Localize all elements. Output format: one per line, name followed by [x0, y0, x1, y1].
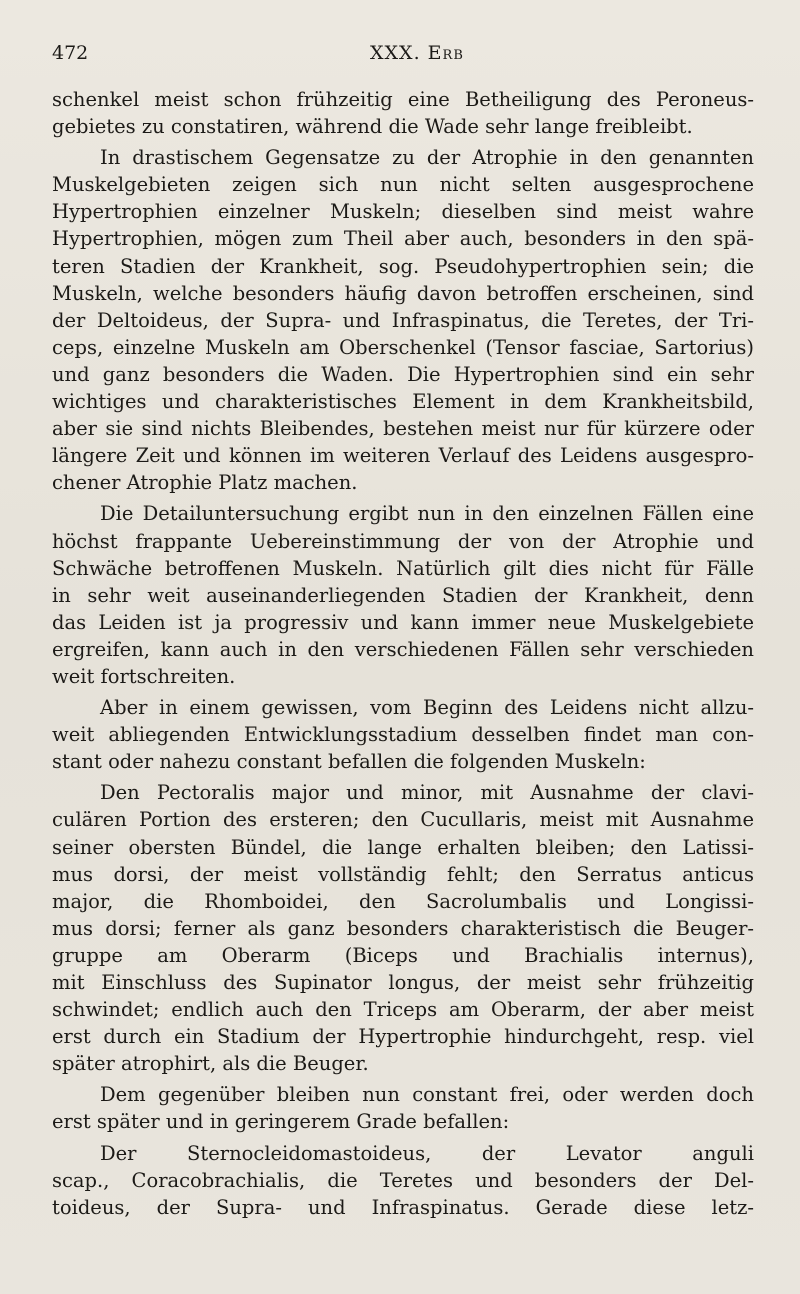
text-line: das Leiden ist ja progressiv und kann immer neue Muskelgebiete — [52, 610, 754, 634]
text-line: später atrophirt, als die Beuger. — [52, 1052, 369, 1076]
text-line: erst durch ein Stadium der Hypertrophie hindurchgeht, resp. viel — [52, 1025, 754, 1049]
page-number: 472 — [52, 42, 89, 64]
text-line: aber sie sind nichts Bleibendes, bestehen meist nur für kürzere oder — [52, 417, 754, 441]
text-line: weit fortschreiten. — [52, 664, 236, 688]
text-line: toideus, der Supra- und Infraspinatus. Gerade diese letz- — [52, 1195, 754, 1219]
text-line: seiner obersten Bündel, die lange erhalten bleiben; den Latissi- — [52, 835, 754, 859]
text-line: chener Atrophie Platz machen. — [52, 471, 358, 495]
text-line: weit abliegenden Entwicklungsstadium desselben findet man con- — [52, 723, 754, 747]
running-title-prefix: XXX. — [370, 42, 421, 64]
text-line: schwindet; endlich auch den Triceps am Oberarm, der aber meist — [52, 998, 754, 1022]
text-line: Dem gegenüber bleiben nun constant frei, oder werden doch — [100, 1083, 754, 1107]
text-line: höchst frappante Uebereinstimmung der von der Atrophie und — [52, 529, 754, 553]
running-title-author: Erb — [427, 42, 464, 64]
text-line: Die Detailuntersuchung ergibt nun in den einzelnen Fällen eine — [100, 502, 754, 526]
text-line: der Deltoideus, der Supra- und Infraspinatus, die Teretes, der Tri- — [52, 308, 754, 332]
text-line: mit Einschluss des Supinator longus, der meist sehr frühzeitig — [52, 971, 754, 994]
text-line: Aber in einem gewissen, vom Beginn des Leidens nicht allzu- — [100, 696, 754, 720]
text-line: ceps, einzelne Muskeln am Oberschenkel (Tensor fasciae, Sartorius) — [52, 335, 754, 359]
text-line: mus dorsi, der meist vollständig fehlt; den Serratus anticus — [52, 862, 754, 886]
text-line: und ganz besonders die Waden. Die Hypertrophien sind ein sehr — [52, 362, 754, 386]
text-line: in sehr weit auseinanderliegenden Stadien der Krankheit, denn — [52, 583, 754, 607]
running-title — [370, 42, 464, 64]
text-line: Hypertrophien einzelner Muskeln; dieselben sind meist wahre — [52, 200, 754, 224]
text-line: Muskelgebieten zeigen sich nun nicht selten ausgesprochene — [52, 173, 754, 197]
text-line: wichtiges und charakteristisches Element in dem Krankheitsbild, — [52, 390, 754, 414]
body-text — [52, 86, 754, 1221]
text-line: Der Sternocleidomastoideus, der Levator anguli — [100, 1141, 754, 1165]
text-line: mus dorsi; ferner als ganz besonders charakteristisch die Beuger- — [52, 916, 754, 940]
text-line: erst später und in geringerem Grade befallen: — [52, 1110, 510, 1134]
text-line: gruppe am Oberarm (Biceps und Brachialis internus), — [52, 943, 754, 967]
running-header — [52, 42, 752, 72]
text-line: major, die Rhomboidei, den Sacrolumbalis und Longissi- — [52, 889, 754, 913]
text-line: ergreifen, kann auch in den verschiedenen Fällen sehr verschieden — [52, 637, 754, 661]
text-line: Hypertrophien, mögen zum Theil aber auch, besonders in den spä- — [52, 227, 754, 251]
text-line: scap., Coracobrachialis, die Teretes und besonders der Del- — [52, 1168, 754, 1192]
text-line: stant oder nahezu constant befallen die folgenden Muskeln: — [52, 750, 646, 774]
text-line: gebietes zu constatiren, während die Wade sehr lange freibleibt. — [52, 115, 693, 139]
text-line: teren Stadien der Krankheit, sog. Pseudohypertrophien sein; die — [52, 254, 754, 278]
text-line: Muskeln, welche besonders häufig davon betroffen erscheinen, sind — [52, 281, 754, 305]
text-line: schenkel meist schon frühzeitig eine Betheiligung des Peroneus- — [52, 88, 754, 111]
text-line: Schwäche betroffenen Muskeln. Natürlich gilt dies nicht für Fälle — [52, 556, 754, 580]
text-line: längere Zeit und können im weiteren Verlauf des Leidens ausgespro- — [52, 444, 754, 468]
text-line: culären Portion des ersteren; den Cucullaris, meist mit Ausnahme — [52, 808, 754, 832]
text-line: Den Pectoralis major und minor, mit Ausnahme der clavi- — [100, 781, 754, 805]
text-line: In drastischem Gegensatze zu der Atrophie in den genannten — [100, 146, 754, 170]
